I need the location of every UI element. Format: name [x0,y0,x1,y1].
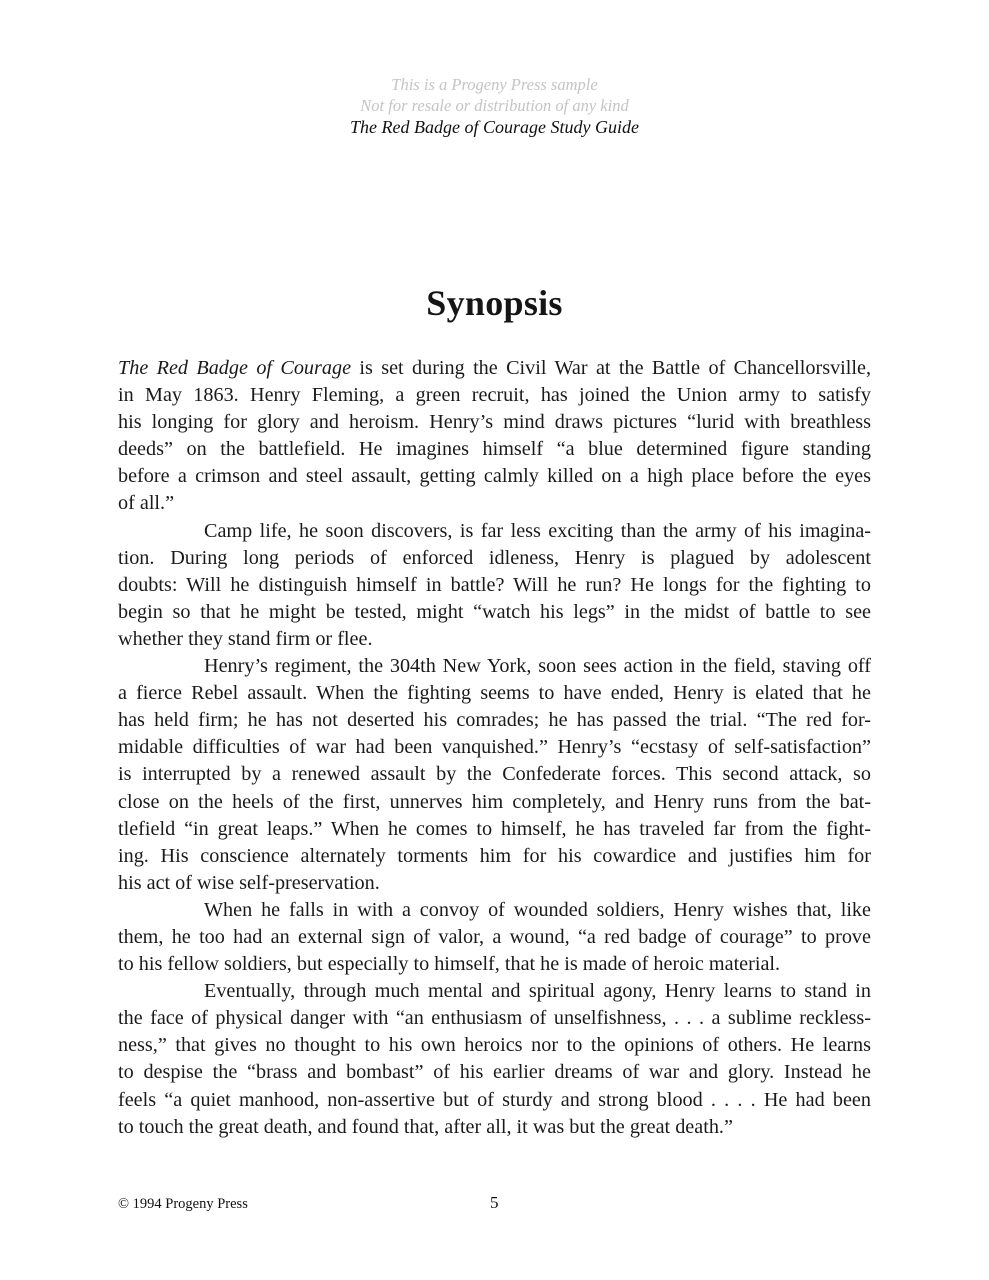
text-line: in May 1863. Henry Fleming, a green recruit, has joined the Union army to satisfy [118,384,871,407]
text-line: to despise the “brass and bombast” of his earlier dreams of war and glory. Instead he [118,1061,871,1084]
text-span: is set during the Civil War at the Battle of Chancellorsville, [351,357,871,379]
text-line: deeds” on the battlefield. He imagines himself “a blue determined figure standing [118,438,871,461]
running-header-title: The Red Badge of Courage Study Guide [350,117,639,137]
watermark-line-2: Not for resale or distribution of any kind [360,96,629,115]
text-line: them, he too had an external sign of valor, a wound, “a red badge of courage” to prove [118,925,871,948]
text-line: his longing for glory and heroism. Henry’s mind draws pictures “lurid with breathless [118,411,871,434]
paragraph-1 [118,355,871,518]
paragraph-2 [118,518,871,653]
text-line: is interrupted by a renewed assault by the Confederate forces. This second attack, so [118,763,871,786]
text-line: tion. During long periods of enforced idleness, Henry is plagued by adolescent [118,546,871,569]
text-line: midable difficulties of war had been vanquished.” Henry’s “ecstasy of self-satisfaction” [118,736,871,759]
page-title: Synopsis [426,283,563,323]
text-line: to touch the great death, and found that, after all, it was but the great death.” [118,1115,733,1138]
synopsis-body [118,355,871,1141]
text-line: whether they stand firm or flee. [118,627,373,650]
text-line: of all.” [118,492,175,515]
paragraph-5 [118,978,871,1141]
text-line: Camp life, he soon discovers, is far less exciting than the army of his imagina- [204,519,871,542]
text-line [118,355,871,382]
text-line: ness,” that gives no thought to his own heroics nor to the opinions of others. He learns [118,1034,871,1057]
text-line: has held firm; he has not deserted his comrades; he has passed the trial. “The red for- [118,709,871,732]
paragraph-3 [118,653,871,897]
paragraph-4 [118,897,871,978]
text-line: feels “a quiet manhood, non-assertive but of sturdy and strong blood . . . . He had been [118,1088,871,1111]
text-line: close on the heels of the first, unnerves him completely, and Henry runs from the bat- [118,790,871,813]
text-line: begin so that he might be tested, might “watch his legs” in the midst of battle to see [118,600,871,623]
text-line: ing. His conscience alternately torments him for his cowardice and justifies him for [118,844,871,867]
text-line: his act of wise self-preservation. [118,871,380,894]
text-line: a fierce Rebel assault. When the fighting seems to have ended, Henry is elated that he [118,682,871,705]
text-line: doubts: Will he distinguish himself in battle? Will he run? He longs for the fighting to [118,573,871,596]
text-line: tlefield “in great leaps.” When he comes to himself, he has traveled far from the fight- [118,817,871,840]
text-line: before a crimson and steel assault, getting calmly killed on a high place before the eyes [118,465,871,488]
copyright-footer: © 1994 Progeny Press [118,1196,248,1212]
text-line: When he falls in with a convoy of wounded soldiers, Henry wishes that, like [204,898,871,921]
book-title-italic: The Red Badge of Courage [118,357,352,379]
watermark-line-1: This is a Progeny Press sample [391,75,598,94]
text-line: Henry’s regiment, the 304th New York, soon sees action in the field, staving off [204,655,871,678]
page-number: 5 [490,1193,499,1212]
text-line: Eventually, through much mental and spiritual agony, Henry learns to stand in [204,980,871,1003]
text-line: the face of physical danger with “an enthusiasm of unselfishness, . . . a sublime reckless- [118,1007,871,1030]
text-line: to his fellow soldiers, but especially to himself, that he is made of heroic material. [118,953,781,976]
